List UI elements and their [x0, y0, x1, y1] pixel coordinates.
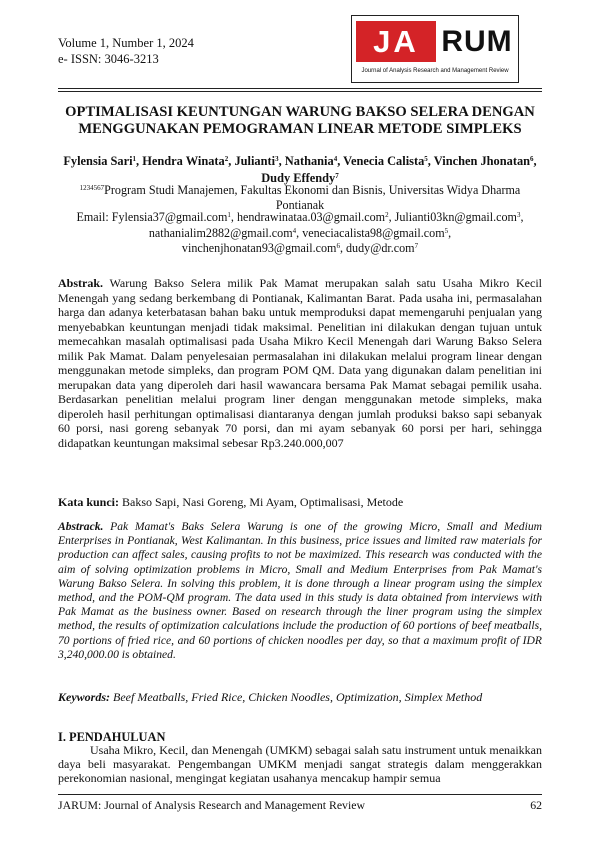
email-link[interactable]: Julianti03kn@gmail.com [394, 210, 517, 224]
author: Venecia Calista [343, 154, 425, 168]
author: Nathania [284, 154, 334, 168]
author: Julianti [234, 154, 276, 168]
email-list: Email: Fylensia37@gmail.com$^1$, hendrawinataa.03@gmail.com$^2$, Julianti03kn@gmail.com$^3$, nathanialim2882@gmail.com$^4$, veneciacalista98@gmail.com$^5$, vinchenjhonatan93@gmail.com$^6$, dudy@dr.com$^7$ [76, 210, 524, 255]
keywords-en [58, 690, 542, 705]
abstract-id-text: Warung Bakso Selera milik Pak Mamat merupakan salah satu Usaha Mikro Kecil Menengah yang sedang berkembang di Pontianak, Kalimantan Barat. Pada usaha ini, permasalahan harga dan adanya keterbatasan bahan baku untuk memproduksi dapat memengaruhi penjualan yang menyebabkan keuntungan menjadi tidak maksimal. Penelitian ini dilakukan dengan tujuan untuk memecahkan masalah optimalisasi pada Usaha Mikro Kecil Menengah dari Warung Bakso Selera milik Pak Mamat. Dalam penyelesaian permasalahan ini dilakukan melalui program linear dengan menggunakan metode simpleks, dan program POM QM. Data yang digunakan dalam penelitian ini merupakan data yang diperoleh dari hasil wawancara bersama Pak Mamat sebagai pemilik usaha. Berdasarkan penelitian melalui program liner dengan menggunakan metode simpleks, maka diperoleh hasil perhitungan optimalisasi diantaranya dengan jumlah produksi bakso sapi sebanyak 60 porsi, nasi goreng sebanyak 70 porsi, dan mi ayam sebanyak 60 porsi per hari, sehingga didapatkan keuntungan maksimal sebesar Rp3.240.000,007 [58, 276, 542, 450]
abstract-id [58, 276, 542, 450]
volume-info: Volume 1, Number 1, 2024 [58, 36, 194, 50]
email-link[interactable]: nathanialim2882@gmail.com [148, 225, 293, 240]
email-label: Email: [76, 210, 109, 224]
author-list: Fylensia Sari$^1$, Hendra Winata$^2$, Julianti$^3$, Nathania$^4$, Venecia Calista$^5$, Vinchen Jhonatan$^6$, Dudy Effendy$^7$ [63, 154, 537, 185]
email-link[interactable]: veneciacalista98@gmail.com [302, 225, 445, 240]
footer-journal: JARUM: Journal of Analysis Research and Management Review [58, 798, 365, 812]
journal-header [58, 36, 194, 67]
title-line-1: OPTIMALISASI KEUNTUNGAN WARUNG BAKSO SELERA DENGAN [65, 104, 535, 120]
author: Fylensia Sari [63, 154, 133, 168]
journal-logo [351, 15, 519, 83]
email-link[interactable]: dudy@dr.com [346, 241, 415, 255]
logo-mark-right: RUM [441, 24, 513, 58]
title-line-2: MENGGUNAKAN PEMOGRAMAN LINEAR METODE SIMPLEKS [78, 121, 522, 137]
affiliation-sup: 1234567 [79, 184, 105, 192]
abstract-en-text: Pak Mamat's Baks Selera Warung is one of the growing Micro, Small and Medium Enterprises in Pontianak, West Kalimantan. In this business, price issues and limited raw materials for production can affect sales, causing profits to not be maximized. This research was conducted with the aim of solving optimization problems in Micro, Small and Medium Enterprises from Pak Mamat's Warung Bakso Selera. In solving this problem, it is done through a linear program using the simplex method, and the POM-QM program. The data used in this study is data obtained from interviews with Pak Mamat as the business owner. Based on research through the liner program using the simplex method, the results of optimization calculations include the production of 60 portions of beef meatballs, 70 portions of fried rice, and 60 portions of chicken noodles per day, so that a maximum profit of IDR 3,240,000.00 is obtained. [58, 520, 542, 661]
logo-subtitle: Journal of Analysis Research and Management Review [361, 68, 509, 74]
logo-mark-left: JA [356, 21, 436, 62]
abstract-id-label: Abstrak. [58, 276, 104, 290]
keywords-id-text: Bakso Sapi, Nasi Goreng, Mi Ayam, Optimalisasi, Metode [122, 495, 404, 509]
abstract-en-label: Abstrack. [58, 520, 104, 533]
footer-divider [58, 794, 542, 795]
author: Dudy Effendy [261, 171, 336, 185]
email-link[interactable]: Fylensia37@gmail.com [111, 210, 228, 224]
affiliation [58, 181, 542, 212]
header-divider [58, 88, 542, 89]
page-number: 62 [530, 798, 542, 812]
email-link[interactable]: vinchenjhonatan93@gmail.com [181, 241, 337, 255]
page-footer [58, 798, 542, 813]
affiliation-line-1: Program Studi Manajemen, Fakultas Ekonomi dan Bisnis, Universitas Widya Dharma [104, 183, 521, 197]
section-body: Usaha Mikro, Kecil, dan Menengah (UMKM) sebagai salah satu instrument untuk menaikkan daya beli masyarakat. Pengembangan UMKM menjadi sangat strategis dalam menggerakkan perekonomian nasional, mengingat kegiatan usahanya mencakup hampir semua [58, 743, 542, 785]
keywords-id-label: Kata kunci: [58, 495, 120, 509]
issn-info: e- ISSN: 3046-3213 [58, 51, 159, 66]
abstract-en [58, 520, 542, 662]
keywords-en-label: Keywords: [58, 690, 110, 704]
author: Hendra Winata [142, 154, 225, 168]
email-link[interactable]: hendrawinataa.03@gmail.com [236, 210, 386, 224]
keywords-id [58, 495, 542, 510]
affiliation-line-2: Pontianak [275, 197, 325, 212]
header-divider-2 [58, 91, 542, 92]
article-title [58, 104, 542, 138]
author: Vinchen Jhonatan [433, 154, 531, 168]
keywords-en-text: Beef Meatballs, Fried Rice, Chicken Noodles, Optimization, Simplex Method [113, 690, 483, 704]
section-heading: I. PENDAHULUAN [58, 730, 166, 744]
